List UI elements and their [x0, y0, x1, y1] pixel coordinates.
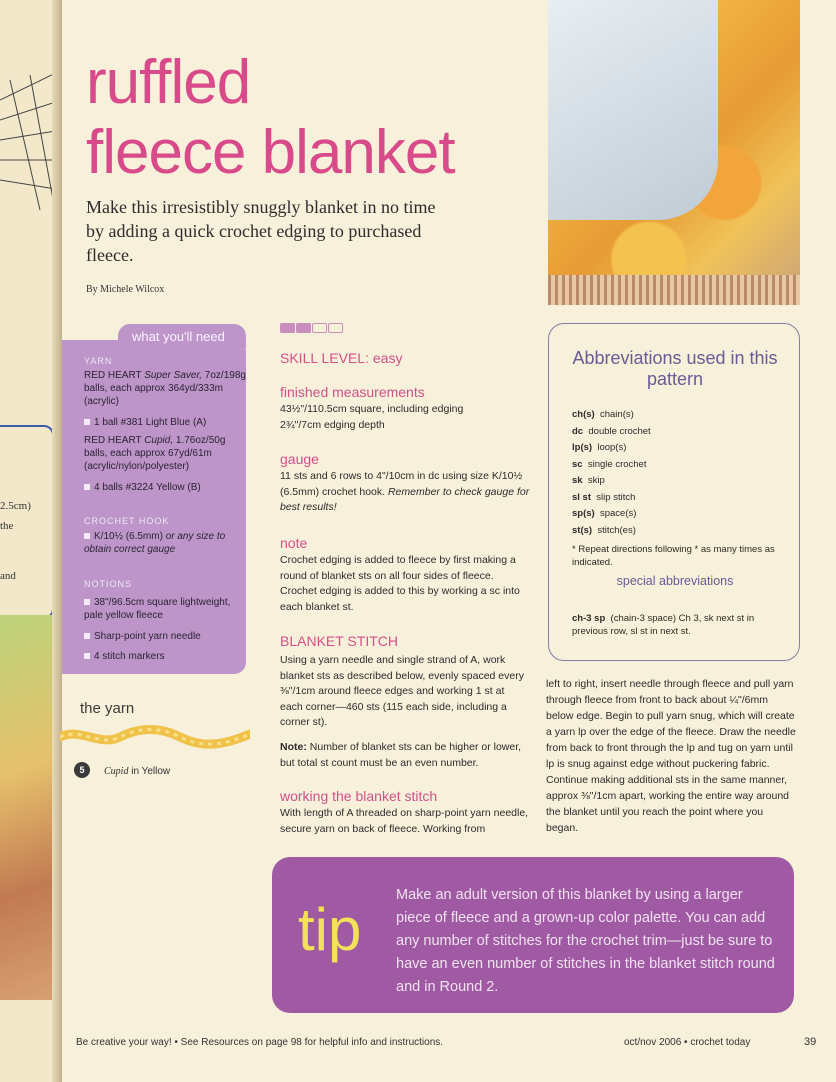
- gauge-note: Remember to check gauge for best results!: [280, 485, 530, 513]
- hook-note: or any size to obtain correct gauge: [84, 531, 226, 555]
- hook-row: [84, 530, 246, 556]
- blanket-stitch-heading: BLANKET STITCH: [280, 633, 398, 649]
- blanket-fringe: [548, 275, 800, 305]
- abbr-value: double crochet: [588, 425, 651, 437]
- notion-fleece: 38"/96.5cm square lightweight, pale yellow fleece: [84, 597, 231, 621]
- hook-size: K/10½ (6.5mm): [94, 531, 163, 542]
- abbr-value: stitch(es): [597, 524, 636, 536]
- left-fragment-text: and: [0, 570, 16, 582]
- intro-text: Make this irresistibly snuggly blanket in no time by adding a quick crochet edging to purchased fleece.: [86, 197, 436, 265]
- note-text: Crochet edging is added to fleece by first making a round of blanket sts on all four sides of fleece. Crochet edging is added to this by working a sc into each blanket st.: [280, 554, 520, 613]
- yarn-strand-image: [60, 722, 250, 752]
- tip-text: Make an adult version of this blanket by using a larger piece of fleece and a grown-up color palette. You can add any number of stitches for the crochet trim—just be sure to have an even number of stitches in the blanket stitch round and in Round 2.: [396, 887, 775, 995]
- yarn-item: [104, 766, 170, 777]
- byline: By Michele Wilcox: [86, 284, 165, 295]
- abbr-row: [572, 473, 792, 490]
- yarn2-info: [84, 434, 246, 473]
- finished-heading: finished measurements: [280, 384, 425, 400]
- abbreviations-list: [572, 407, 792, 539]
- abbr-key: sl st: [572, 491, 592, 503]
- yarn-name: Cupid: [104, 766, 129, 777]
- gauge-body: 11 sts and 6 rows to 4"/10cm in dc using size K/10½ (6.5mm) crochet hook.: [280, 470, 523, 498]
- left-page-edge: [0, 0, 62, 1082]
- page-title-line1: ruffled: [86, 48, 251, 117]
- gauge-text: [280, 469, 530, 516]
- abbr-value: skip: [587, 475, 605, 486]
- yarn1-brand: RED HEART: [84, 370, 142, 381]
- abbreviations-title: Abbreviations used in this pattern: [572, 348, 778, 389]
- yarn-color: in Yellow: [131, 766, 171, 777]
- finished-line1: 43½"/110.5cm square, including edging: [280, 403, 464, 415]
- notion-item: [84, 596, 246, 622]
- notions-heading: NOTIONS: [84, 579, 133, 589]
- abbr-key: sc: [572, 458, 583, 470]
- yarn2-qty-row: [84, 481, 246, 494]
- abbr-value: single crochet: [587, 458, 647, 470]
- yarn2-brand: RED HEART: [84, 435, 142, 446]
- blanket-photo: [548, 0, 800, 305]
- yarn2-qty: 4 balls #3224 Yellow (B): [94, 482, 201, 493]
- footer-note: Be creative your way! • See Resources on page 98 for helpful info and instructions.: [76, 1037, 444, 1048]
- abbr-value: space(s): [599, 508, 637, 519]
- working-text: With length of A threaded on sharp-point yarn needle, secure yarn on back of fleece. Working from: [280, 807, 529, 835]
- hook-heading: CROCHET HOOK: [84, 516, 170, 526]
- special-abbreviations-title: special abbreviations: [616, 574, 734, 588]
- left-fragment-text: the: [0, 520, 14, 532]
- abbr-value: chain(s): [599, 409, 634, 420]
- bullet: [84, 533, 90, 539]
- working-heading: working the blanket stitch: [280, 788, 438, 804]
- abbr-row: [572, 490, 792, 507]
- page-number: 39: [804, 1036, 817, 1048]
- the-yarn-label: the yarn: [80, 700, 135, 717]
- note-label: Note:: [280, 741, 307, 753]
- repeat-note: * Repeat directions following * as many times as indicated.: [572, 544, 775, 568]
- note-body: Number of blanket sts can be higher or lower, but total st count must be an even number.: [280, 741, 522, 769]
- abbr-key: dc: [572, 425, 584, 437]
- bullet: [84, 599, 90, 605]
- abbr-key: sp(s): [572, 508, 595, 519]
- tip-label: tip: [298, 896, 362, 963]
- yarn2-name: Cupid,: [144, 435, 174, 446]
- yarn1-info: [84, 369, 246, 408]
- left-fragment-text: 2.5cm): [0, 500, 31, 512]
- fleece-area: [548, 0, 718, 220]
- finished-line2: 2¾"/7cm edging depth: [280, 419, 385, 431]
- abbr-value: loop(s): [597, 442, 627, 453]
- gauge-heading: gauge: [280, 451, 319, 467]
- abbr-key: sk: [572, 475, 583, 486]
- skill-level: SKILL LEVEL: easy: [280, 350, 403, 366]
- yarn-heading: YARN: [84, 356, 113, 366]
- skill-square-filled: [280, 323, 295, 333]
- yarn-weight-icon: 5: [74, 762, 90, 778]
- footer-issue: oct/nov 2006 • crochet today: [624, 1037, 751, 1048]
- bullet: [84, 484, 90, 490]
- abbr-row: [572, 440, 792, 457]
- yarn1-qty: 1 ball #381 Light Blue (A): [94, 417, 207, 428]
- yarn2-desc: 1.76oz/50g balls, each approx 67yd/61m (acrylic/nylon/polyester): [84, 435, 226, 472]
- notion-item: [84, 630, 246, 643]
- bullet: [84, 419, 90, 425]
- abbr-key: st(s): [572, 524, 593, 536]
- skill-square-empty: [328, 323, 343, 333]
- yarn1-desc: 7oz/198g balls, each approx 364yd/333m (acrylic): [84, 370, 246, 407]
- abbr-row: [572, 457, 792, 474]
- skill-square-filled: [296, 323, 311, 333]
- blanket-stitch-text: Using a yarn needle and single strand of A, work blanket sts as described below, evenly spaced every ⅜"/1cm around fleece edges and working 1 st at each corner—460 sts (115 each side, including a corner st).: [280, 654, 524, 728]
- skill-level-indicator: [280, 320, 344, 338]
- abbr-row: [572, 407, 792, 424]
- notion-needle: Sharp-point yarn needle: [94, 631, 201, 642]
- working-continued-text: left to right, insert needle through fleece and pull yarn through fleece from front to back about ¼"/6mm below edge. Begin to pull yarn snug, which will create a yarn lp over the edge of the fleece. Draw the needle from back to front through the lp and tug on yarn until lp is snug against edge without puckering fabric. Continue making additional sts in the same manner, approx ⅜"/1cm apart, working the entire way around the blanket until you reach the point where you began.: [546, 678, 796, 834]
- notion-markers: 4 stitch markers: [94, 651, 165, 662]
- need-panel-title: what you'll need: [132, 329, 225, 344]
- skill-square-empty: [312, 323, 327, 333]
- special-key: ch-3 sp: [572, 613, 606, 624]
- yarn1-name: Super Saver,: [144, 370, 203, 381]
- yarn1-qty-row: [84, 416, 246, 429]
- note-heading: note: [280, 535, 308, 551]
- abbr-row: [572, 506, 792, 523]
- notion-item: [84, 650, 246, 663]
- abbr-row: [572, 424, 792, 441]
- blanket-stitch-note: [280, 740, 530, 771]
- special-abbreviation: [572, 612, 792, 638]
- abbr-key: ch(s): [572, 409, 595, 420]
- page-title-line2: fleece blanket: [86, 118, 455, 187]
- abbr-row: [572, 523, 792, 540]
- special-value: (chain-3 space) Ch 3, sk next st in previous row, sl st in next st.: [572, 613, 755, 637]
- abbr-value: slip stitch: [596, 491, 636, 503]
- bullet: [84, 633, 90, 639]
- bullet: [84, 653, 90, 659]
- page-spine: [52, 0, 62, 1082]
- abbr-key: lp(s): [572, 442, 593, 453]
